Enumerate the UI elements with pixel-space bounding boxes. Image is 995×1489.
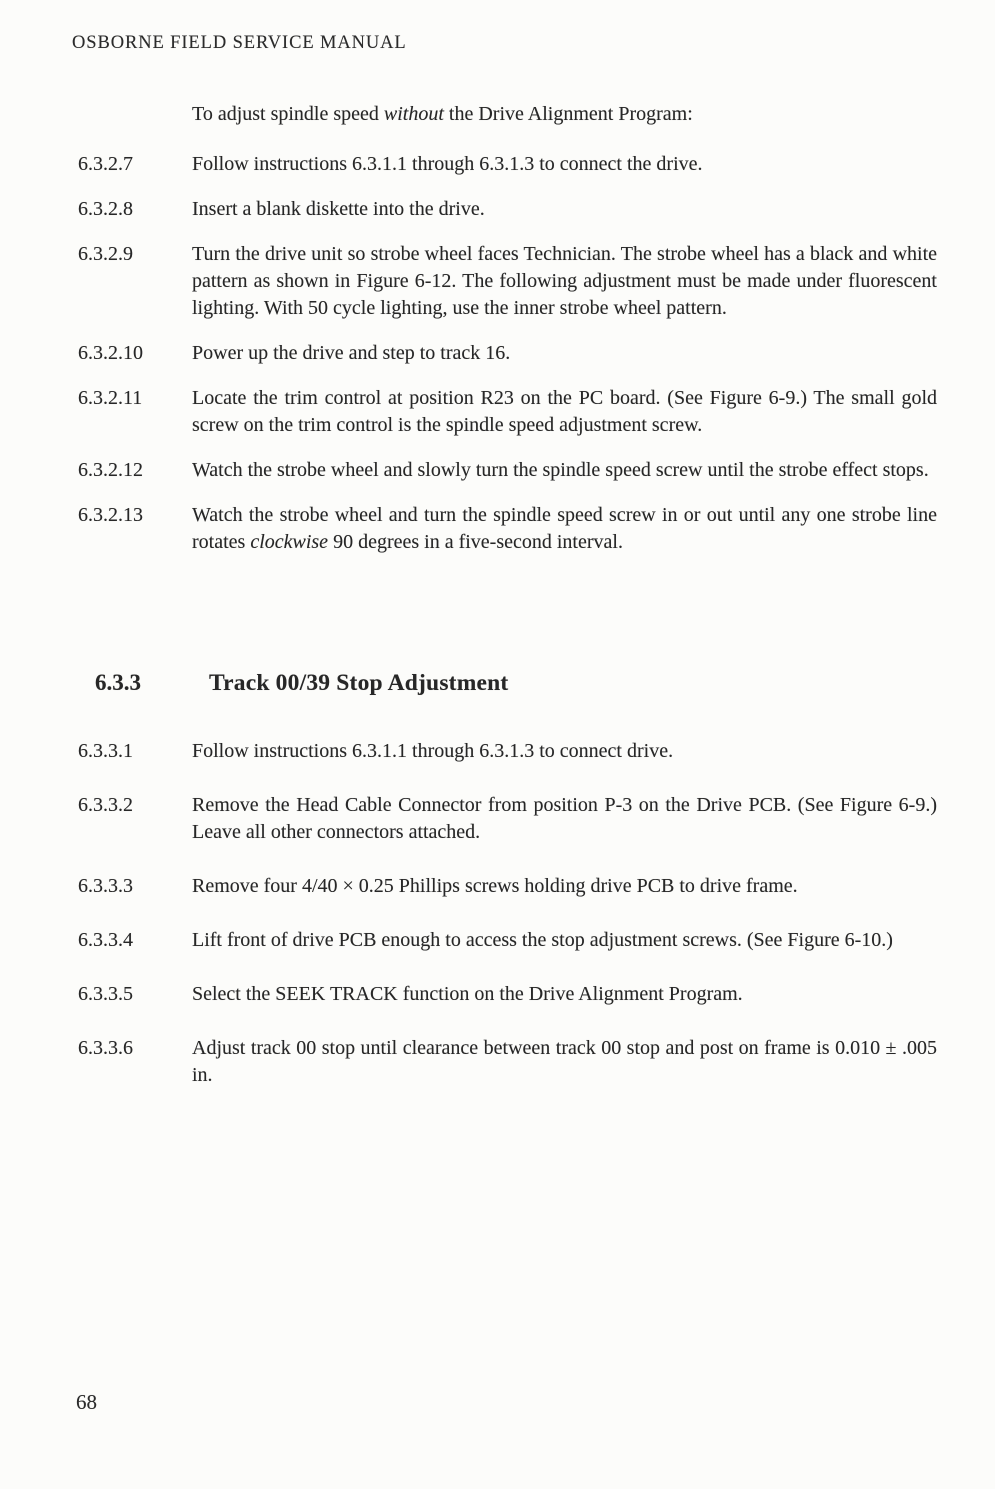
procedure-step [78,927,938,954]
step-number: 6.3.2.12 [78,459,143,481]
procedure-step [78,502,938,556]
step-text: Insert a blank diskette into the drive. [192,198,485,220]
step-number: 6.3.2.10 [78,342,143,364]
step-text-part: Watch the strobe wheel and turn the spindle speed screw in or out until any one strobe line rotates [192,504,937,553]
step-number: 6.3.3.6 [78,1037,133,1059]
procedure-step [78,340,938,367]
step-number: 6.3.2.8 [78,198,133,220]
procedure-step [78,241,938,322]
step-text-part: 90 degrees in a five-second interval. [328,531,623,553]
step-text [192,502,937,556]
running-header: OSBORNE FIELD SERVICE MANUAL [72,33,407,53]
page-content [78,101,938,1116]
step-text: Lift front of drive PCB enough to access the stop adjustment screws. (See Figure 6-10.) [192,929,893,951]
emphasis-without: without [383,103,444,125]
procedure-step [78,792,938,846]
section-title: Track 00/39 Stop Adjustment [209,670,509,696]
page-number: 68 [76,1390,97,1414]
step-text: Adjust track 00 stop until clearance between track 00 stop and post on frame is 0.010 ± .005 in. [192,1037,937,1086]
step-number: 6.3.3.5 [78,983,133,1005]
procedure-step [78,457,938,484]
procedure-step [78,738,938,765]
intro-text-part: the Drive Alignment Program: [443,103,693,125]
step-number: 6.3.2.9 [78,243,133,265]
step-text: Follow instructions 6.3.1.1 through 6.3.1.3 to connect the drive. [192,153,703,175]
step-text: Power up the drive and step to track 16. [192,342,511,364]
procedure-step [78,981,938,1008]
step-number: 6.3.3.1 [78,740,133,762]
step-text: Locate the trim control at position R23 on the PC board. (See Figure 6-9.) The small gold screw on the trim control is the spindle speed adjustment screw. [192,387,937,436]
intro-paragraph [78,101,938,128]
procedure-step [78,151,938,178]
section-number: 6.3.3 [95,670,141,695]
procedure-step [78,196,938,223]
step-text: Watch the strobe wheel and slowly turn the spindle speed screw until the strobe effect stops. [192,459,929,481]
step-text: Turn the drive unit so strobe wheel faces Technician. The strobe wheel has a black and white pattern as shown in Figure 6-12. The following adjustment must be made under fluorescent lighting. With 50 cycle lighting, use the inner strobe wheel pattern. [192,243,937,319]
step-number: 6.3.3.4 [78,929,133,951]
intro-text [192,101,937,128]
emphasis-clockwise: clockwise [250,531,329,553]
intro-text-part: To adjust spindle speed [192,103,384,125]
section-heading [78,668,938,698]
step-number: 6.3.2.13 [78,504,143,526]
procedure-step [78,1035,938,1089]
step-number: 6.3.3.3 [78,875,133,897]
step-text: Remove the Head Cable Connector from position P-3 on the Drive PCB. (See Figure 6-9.) Leave all other connectors attached. [192,794,937,843]
procedure-step [78,873,938,900]
step-number: 6.3.2.7 [78,153,133,175]
step-number: 6.3.3.2 [78,794,133,816]
step-text: Select the SEEK TRACK function on the Drive Alignment Program. [192,983,743,1005]
step-text: Remove four 4/40 × 0.25 Phillips screws holding drive PCB to drive frame. [192,875,798,897]
step-text: Follow instructions 6.3.1.1 through 6.3.1.3 to connect drive. [192,740,674,762]
procedure-step [78,385,938,439]
step-number: 6.3.2.11 [78,387,143,409]
